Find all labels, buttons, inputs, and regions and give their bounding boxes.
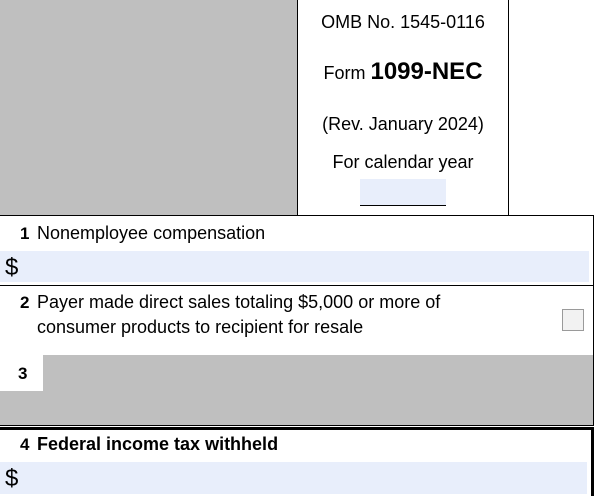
- box-4-dollar-sign: $: [5, 465, 19, 492]
- box-2-direct-sales: [0, 285, 594, 356]
- box-4-label: Federal income tax withheld: [37, 434, 279, 454]
- omb-number: OMB No. 1545-0116: [321, 12, 485, 32]
- shaded-area-top-left: [0, 0, 298, 216]
- box-1-number: 1: [20, 224, 30, 243]
- form-word: Form: [323, 63, 366, 83]
- box-4-amount-input[interactable]: [0, 462, 587, 494]
- form-identification-panel: [297, 0, 509, 146]
- form-revision: (Rev. January 2024): [322, 114, 484, 134]
- box-1-label: Nonemployee compensation: [37, 223, 266, 243]
- blank-right-area: [509, 0, 594, 216]
- box-1-nonemployee-compensation: [0, 215, 594, 286]
- calendar-year-panel: [297, 145, 509, 216]
- box-1-amount-input[interactable]: [0, 251, 589, 282]
- box-2-label-line-1: Payer made direct sales totaling $5,000 or more of: [37, 292, 441, 312]
- form-title: [298, 58, 508, 86]
- box-2-number: 2: [20, 293, 30, 312]
- box-4-federal-tax-withheld: [0, 427, 594, 496]
- box-4-number: 4: [20, 435, 30, 454]
- box-1-dollar-sign: $: [5, 254, 19, 281]
- form-name: 1099-NEC: [370, 58, 483, 85]
- box-3-number: 3: [18, 364, 28, 383]
- calendar-year-label: For calendar year: [332, 152, 474, 172]
- box-3-reserved: [0, 355, 594, 426]
- calendar-year-input[interactable]: [360, 179, 446, 206]
- box-2-checkbox[interactable]: [562, 309, 584, 331]
- box-2-label-line-2: consumer products to recipient for resale: [37, 317, 364, 337]
